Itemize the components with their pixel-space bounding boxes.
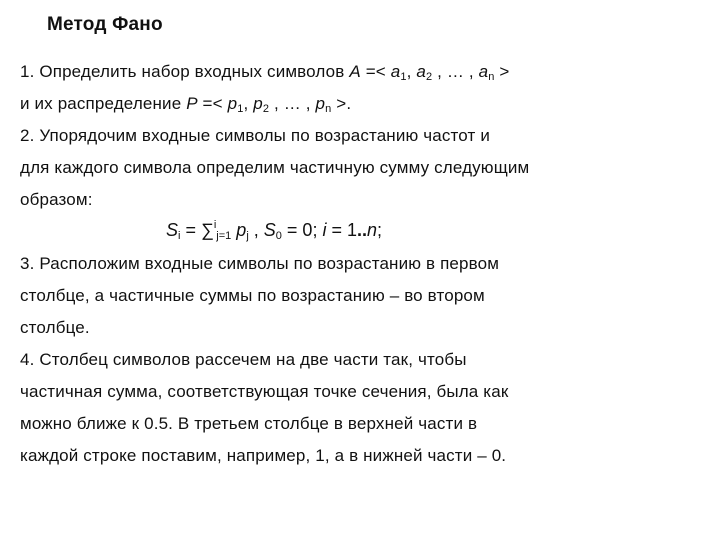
- paragraph-line-7: 3. Расположим входные символы по возрастанию в первом: [20, 254, 500, 273]
- paragraph-line-13: каждой строке поставим, например, 1, а в нижней части – 0.: [20, 446, 507, 465]
- paragraph-line-9: столбце.: [20, 318, 90, 337]
- paragraph-line-11: частичная сумма, соответствующая точке сечения, была как: [20, 382, 509, 401]
- symbol-P: P: [186, 94, 198, 113]
- text-run: , … ,: [269, 94, 316, 113]
- text-run: = 1: [326, 220, 357, 240]
- subscript: j=1: [216, 230, 232, 242]
- range-dots: ..: [356, 220, 367, 240]
- subscript: n: [488, 71, 495, 83]
- symbol-p: p: [315, 94, 326, 113]
- paragraph-line-3: 2. Упорядочим входные символы по возрастанию частот и: [20, 126, 490, 145]
- symbol-A: A: [349, 62, 361, 81]
- partial-sum-formula: [166, 220, 382, 241]
- text-run: , … ,: [432, 62, 479, 81]
- text-run: =<: [360, 62, 391, 81]
- subscript: 2: [262, 103, 270, 115]
- paragraph-line-8: столбце, а частичные суммы по возрастанию – во втором: [20, 286, 485, 305]
- paragraph-line-12: можно ближе к 0.5. В третьем столбце в верхней части в: [20, 414, 478, 433]
- subscript: 1: [400, 71, 407, 83]
- superscript: i: [213, 219, 217, 231]
- paragraph-line-5: образом:: [20, 190, 93, 209]
- text-run: =: [180, 220, 201, 240]
- slide-title: Метод Фано: [47, 14, 163, 35]
- symbol-a: a: [478, 62, 489, 81]
- paragraph-line-10: 4. Столбец символов рассечем на две части так, чтобы: [20, 350, 467, 369]
- symbol-n: n: [367, 220, 378, 240]
- text-run: и их распределение: [20, 94, 187, 113]
- subscript: i: [178, 230, 181, 242]
- text-run: ,: [243, 94, 254, 113]
- paragraph-line-4: для каждого символа определим частичную сумму следующим: [20, 158, 530, 177]
- symbol-S: S: [263, 220, 276, 240]
- symbol-a: a: [416, 62, 426, 81]
- text-run: ,: [248, 220, 264, 240]
- subscript: n: [325, 103, 332, 115]
- text-run: >.: [331, 94, 352, 113]
- text-run: 1. Определить набор входных символов: [20, 62, 350, 81]
- paragraph-line-1: [20, 62, 510, 82]
- paragraph-line-2: [20, 94, 351, 114]
- text-run: ,: [406, 62, 417, 81]
- text-run: =<: [197, 94, 228, 113]
- subscript: 2: [425, 71, 433, 83]
- text-run: >: [494, 62, 510, 81]
- symbol-p: p: [253, 94, 263, 113]
- symbol-i: i: [322, 220, 327, 240]
- subscript: j: [246, 230, 249, 242]
- subscript: 0: [275, 230, 282, 242]
- sum-sign: ∑: [200, 220, 214, 240]
- symbol-a: a: [390, 62, 401, 81]
- symbol-S: S: [166, 220, 179, 240]
- symbol-p: p: [227, 94, 238, 113]
- subscript: 1: [237, 103, 244, 115]
- symbol-p: p: [236, 220, 247, 240]
- text-run: = 0;: [281, 220, 323, 240]
- text-run: ;: [377, 220, 383, 240]
